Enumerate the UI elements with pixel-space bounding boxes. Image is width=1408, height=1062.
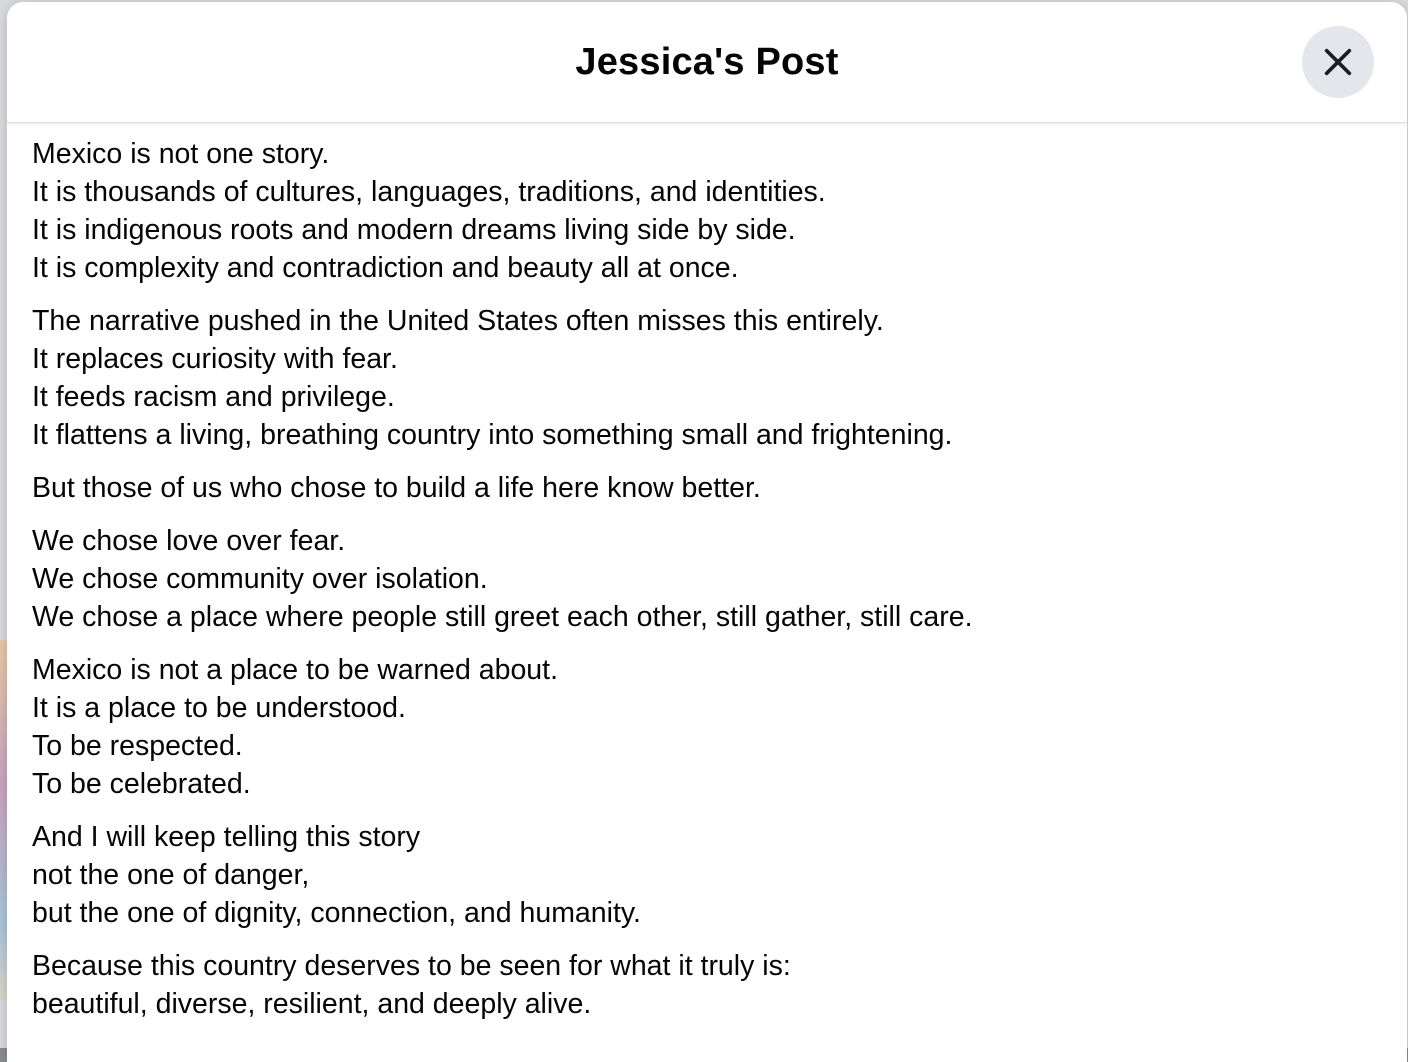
post-paragraph: [32, 522, 1407, 636]
post-line: not the one of danger,: [32, 859, 310, 891]
post-line: Because this country deserves to be seen for what it truly is:: [32, 950, 791, 982]
post-line: It is complexity and contradiction and beauty all at once.: [32, 252, 739, 284]
post-line: We chose a place where people still greet each other, still gather, still care.: [32, 601, 973, 633]
post-paragraph: [32, 302, 1407, 454]
post-line: To be celebrated.: [32, 768, 251, 800]
post-line: We chose love over fear.: [32, 525, 346, 557]
post-line: It is a place to be understood.: [32, 692, 406, 724]
dialog-title: Jessica's Post: [575, 40, 839, 83]
post-line: It is indigenous roots and modern dreams living side by side.: [32, 214, 796, 246]
close-button[interactable]: [1302, 26, 1374, 98]
post-line: The narrative pushed in the United States often misses this entirely.: [32, 305, 884, 337]
post-line: And I will keep telling this story: [32, 821, 421, 853]
post-paragraph: [32, 469, 1407, 507]
close-icon: [1321, 45, 1355, 79]
post-line: Mexico is not one story.: [32, 138, 330, 170]
post-line: It replaces curiosity with fear.: [32, 343, 398, 375]
post-line: We chose community over isolation.: [32, 563, 488, 595]
post-line: but the one of dignity, connection, and humanity.: [32, 897, 641, 929]
post-paragraph: [32, 818, 1407, 932]
post-dialog: [7, 2, 1407, 1062]
post-line: It feeds racism and privilege.: [32, 381, 395, 413]
post-line: It flattens a living, breathing country into something small and frightening.: [32, 419, 953, 451]
post-line: It is thousands of cultures, languages, traditions, and identities.: [32, 176, 826, 208]
post-line: But those of us who chose to build a life here know better.: [32, 472, 761, 504]
dialog-header: [7, 2, 1407, 123]
post-text: [7, 123, 1407, 1023]
post-line: To be respected.: [32, 730, 243, 762]
post-line: beautiful, diverse, resilient, and deeply alive.: [32, 988, 592, 1020]
post-paragraph: [32, 947, 1407, 1023]
post-paragraph: [32, 135, 1407, 287]
post-line: Mexico is not a place to be warned about.: [32, 654, 558, 686]
post-paragraph: [32, 651, 1407, 803]
